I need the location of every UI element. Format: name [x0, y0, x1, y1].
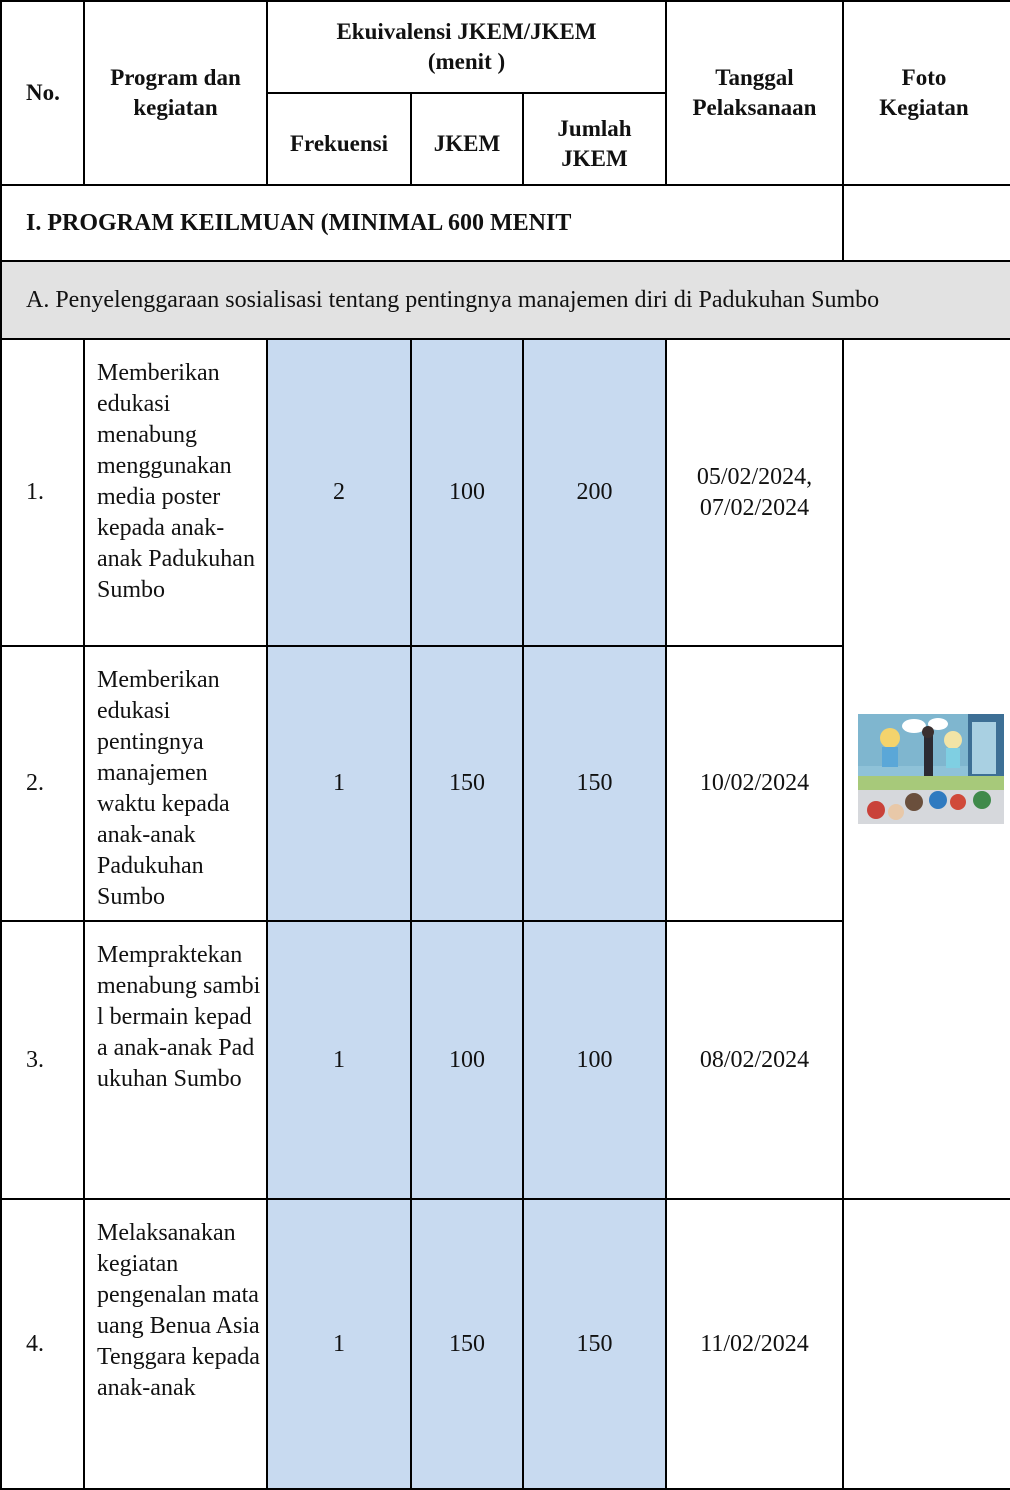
row-frekuensi: 2 [267, 339, 411, 646]
header-program-text: Program dan kegiatan [110, 65, 241, 120]
header-tanggal [666, 1, 843, 185]
row-program [84, 921, 267, 1199]
header-ekuivalensi-text: Ekuivalensi JKEM/JKEM (menit ) [336, 19, 597, 74]
row-frekuensi: 1 [267, 921, 411, 1199]
row-tanggal-text: 05/02/2024, 07/02/2024 [696, 463, 813, 521]
row-program: Memberikan edukasi menabung menggunakan media poster kepada anak-anak Padukuhan Sumbo [84, 339, 267, 646]
header-jkem: JKEM [411, 93, 523, 185]
row-tanggal [666, 339, 843, 646]
row-jumlah: 200 [523, 339, 666, 646]
header-jumlah [523, 93, 666, 185]
row-no: 3. [1, 921, 84, 1199]
section-title: I. PROGRAM KEILMUAN (MINIMAL 600 MENIT [1, 185, 843, 261]
row-no: 2. [1, 646, 84, 921]
row-jkem: 150 [411, 646, 523, 921]
header-ekuivalensi [267, 1, 666, 93]
row-tanggal: 10/02/2024 [666, 646, 843, 921]
row-frekuensi: 1 [267, 1199, 411, 1489]
row-jumlah: 100 [523, 921, 666, 1199]
photo-empty-cell [843, 1199, 1010, 1489]
row-program: Memberikan edukasi pentingnya manajemen waktu kepada anak-anak Padukuhan Sumbo [84, 646, 267, 921]
header-frekuensi: Frekuensi [267, 93, 411, 185]
row-jumlah: 150 [523, 646, 666, 921]
photo-cell [843, 339, 1010, 1199]
row-jkem: 100 [411, 921, 523, 1199]
row-frekuensi: 1 [267, 646, 411, 921]
header-foto-text: Foto Kegiatan [879, 65, 969, 120]
header-no: No. [1, 1, 84, 185]
section-empty-cell [843, 185, 1010, 261]
header-tanggal-text: Tanggal Pelaksanaan [692, 65, 817, 120]
row-no: 4. [1, 1199, 84, 1489]
header-foto [843, 1, 1010, 185]
table-row [1, 339, 1010, 646]
table-row [1, 1199, 1010, 1489]
row-program: Melaksanakan kegiatan pengenalan mata uang Benua Asia Tenggara kepada anak-anak [84, 1199, 267, 1489]
row-tanggal: 11/02/2024 [666, 1199, 843, 1489]
activity-photo [858, 714, 1004, 824]
row-jkem: 100 [411, 339, 523, 646]
subsection-title: A. Penyelenggaraan sosialisasi tentang pentingnya manajemen diri di Padukuhan Sumbo [1, 261, 1010, 339]
row-program-text: Mempraktekan menabung sambil bermain kepada anak-anak Padukuhan Sumbo [97, 942, 261, 1092]
row-tanggal: 08/02/2024 [666, 921, 843, 1199]
row-jkem: 150 [411, 1199, 523, 1489]
row-no: 1. [1, 339, 84, 646]
activity-photo-image [858, 714, 1004, 824]
row-jumlah: 150 [523, 1199, 666, 1489]
header-program [84, 1, 267, 185]
header-jumlah-text: Jumlah JKEM [557, 116, 632, 171]
